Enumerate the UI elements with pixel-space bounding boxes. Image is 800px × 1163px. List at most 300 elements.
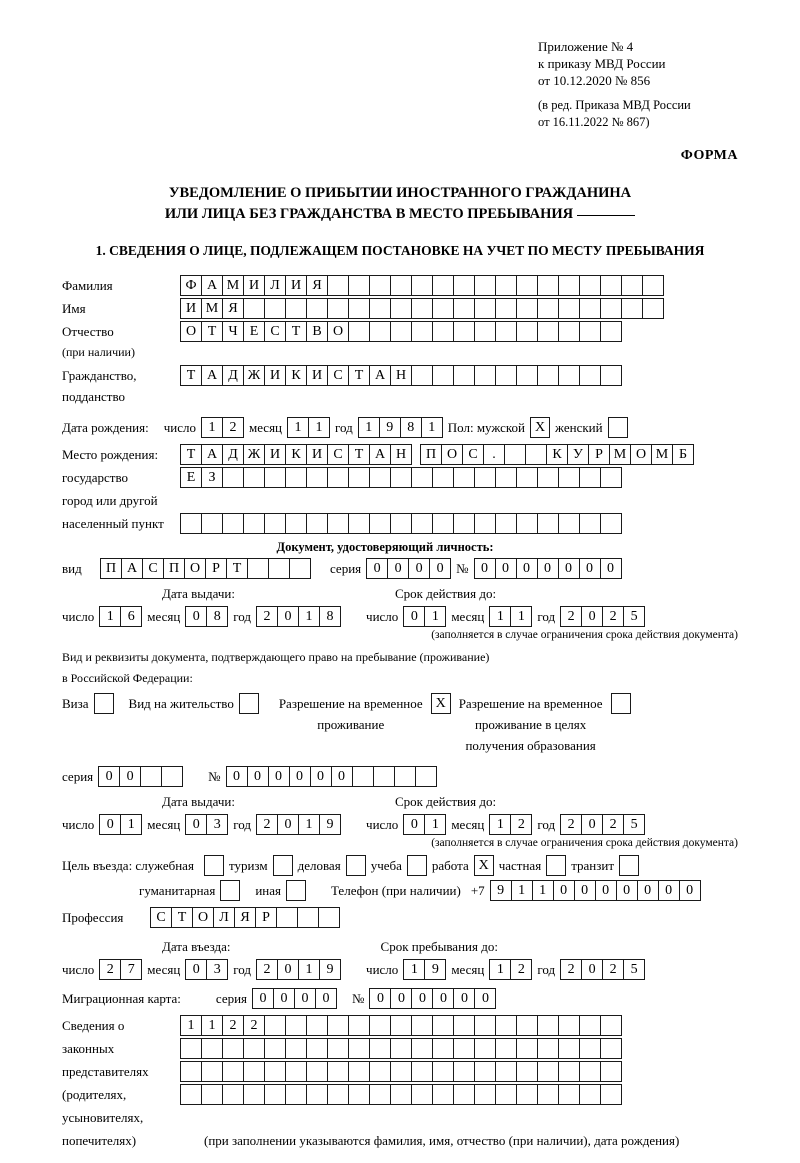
stay-number-boxes[interactable] — [226, 766, 437, 787]
char-box[interactable]: 0 — [429, 558, 451, 579]
char-box[interactable] — [180, 1084, 202, 1105]
doc-number-boxes[interactable] — [474, 558, 622, 579]
char-box[interactable] — [285, 1061, 307, 1082]
char-box[interactable]: 0 — [277, 959, 299, 980]
char-box[interactable] — [327, 298, 349, 319]
char-box[interactable]: С — [327, 444, 349, 465]
char-box[interactable] — [369, 321, 391, 342]
char-box[interactable]: 0 — [574, 880, 596, 901]
char-box[interactable] — [432, 1015, 454, 1036]
char-box[interactable] — [390, 1038, 412, 1059]
char-box[interactable] — [516, 275, 538, 296]
char-box[interactable] — [268, 558, 290, 579]
char-box[interactable]: 0 — [453, 988, 475, 1009]
char-box[interactable]: 1 — [424, 814, 446, 835]
char-box[interactable]: 0 — [408, 558, 430, 579]
doc-valid-month-boxes[interactable] — [489, 606, 532, 627]
char-box[interactable] — [621, 298, 643, 319]
char-box[interactable] — [390, 1015, 412, 1036]
char-box[interactable]: 1 — [424, 606, 446, 627]
char-box[interactable] — [348, 1038, 370, 1059]
char-box[interactable]: 0 — [558, 558, 580, 579]
char-box[interactable]: С — [327, 365, 349, 386]
char-box[interactable] — [306, 1084, 328, 1105]
char-box[interactable] — [140, 766, 162, 787]
char-box[interactable]: 0 — [226, 766, 248, 787]
char-box[interactable]: 0 — [277, 814, 299, 835]
char-box[interactable] — [297, 907, 319, 928]
char-box[interactable] — [306, 1061, 328, 1082]
char-box[interactable]: 0 — [268, 766, 290, 787]
char-box[interactable]: 0 — [474, 558, 496, 579]
char-box[interactable]: 9 — [319, 959, 341, 980]
char-box[interactable] — [474, 1061, 496, 1082]
char-box[interactable] — [318, 907, 340, 928]
char-box[interactable] — [327, 1015, 349, 1036]
char-box[interactable] — [222, 513, 244, 534]
char-box[interactable] — [453, 298, 475, 319]
char-box[interactable]: Т — [180, 444, 202, 465]
char-box[interactable]: Ж — [243, 365, 265, 386]
char-box[interactable] — [432, 1061, 454, 1082]
char-box[interactable] — [432, 513, 454, 534]
char-box[interactable]: 0 — [595, 880, 617, 901]
char-box[interactable]: И — [306, 444, 328, 465]
legal-rep-row-4-boxes[interactable] — [180, 1084, 622, 1105]
char-box[interactable]: 0 — [581, 959, 603, 980]
char-box[interactable] — [247, 558, 269, 579]
char-box[interactable] — [579, 513, 601, 534]
char-box[interactable] — [495, 1015, 517, 1036]
char-box[interactable]: Я — [222, 298, 244, 319]
char-box[interactable]: 2 — [510, 959, 532, 980]
char-box[interactable] — [453, 1038, 475, 1059]
char-box[interactable] — [411, 275, 433, 296]
char-box[interactable]: О — [180, 321, 202, 342]
char-box[interactable]: М — [222, 275, 244, 296]
char-box[interactable] — [180, 513, 202, 534]
char-box[interactable]: 1 — [489, 814, 511, 835]
char-box[interactable] — [558, 1038, 580, 1059]
char-box[interactable]: О — [184, 558, 206, 579]
char-box[interactable]: 0 — [432, 988, 454, 1009]
legal-rep-row-1-boxes[interactable] — [180, 1015, 622, 1036]
profession-boxes[interactable] — [150, 907, 340, 928]
char-box[interactable]: 3 — [206, 959, 228, 980]
char-box[interactable] — [495, 275, 517, 296]
char-box[interactable] — [390, 1084, 412, 1105]
char-box[interactable] — [327, 1084, 349, 1105]
char-box[interactable] — [411, 1038, 433, 1059]
char-box[interactable] — [411, 321, 433, 342]
doc-kind-boxes[interactable] — [100, 558, 311, 579]
char-box[interactable]: 2 — [256, 814, 278, 835]
char-box[interactable] — [495, 467, 517, 488]
char-box[interactable]: 1 — [421, 417, 443, 438]
char-box[interactable] — [600, 1015, 622, 1036]
char-box[interactable]: М — [201, 298, 223, 319]
char-box[interactable] — [369, 513, 391, 534]
stay-issue-year-boxes[interactable] — [256, 814, 341, 835]
char-box[interactable] — [306, 1015, 328, 1036]
char-box[interactable]: 0 — [252, 988, 274, 1009]
char-box[interactable]: 0 — [581, 814, 603, 835]
char-box[interactable] — [558, 1084, 580, 1105]
char-box[interactable]: 0 — [294, 988, 316, 1009]
char-box[interactable]: Д — [222, 444, 244, 465]
char-box[interactable]: А — [369, 444, 391, 465]
char-box[interactable]: Т — [285, 321, 307, 342]
char-box[interactable]: П — [420, 444, 442, 465]
char-box[interactable] — [537, 1084, 559, 1105]
char-box[interactable]: П — [100, 558, 122, 579]
char-box[interactable] — [579, 275, 601, 296]
entry-year-boxes[interactable] — [256, 959, 341, 980]
char-box[interactable] — [432, 467, 454, 488]
char-box[interactable] — [222, 1061, 244, 1082]
char-box[interactable]: 1 — [287, 417, 309, 438]
birth-place-city2-boxes[interactable] — [180, 467, 622, 488]
visa-checkbox[interactable] — [94, 693, 114, 714]
char-box[interactable]: 0 — [600, 558, 622, 579]
char-box[interactable] — [411, 1015, 433, 1036]
char-box[interactable] — [432, 1084, 454, 1105]
char-box[interactable]: 2 — [602, 606, 624, 627]
char-box[interactable] — [537, 1038, 559, 1059]
char-box[interactable] — [369, 467, 391, 488]
char-box[interactable]: С — [142, 558, 164, 579]
char-box[interactable] — [537, 1015, 559, 1036]
char-box[interactable] — [600, 275, 622, 296]
char-box[interactable]: 0 — [637, 880, 659, 901]
stay-until-month-boxes[interactable] — [489, 959, 532, 980]
char-box[interactable]: А — [201, 365, 223, 386]
char-box[interactable]: Д — [222, 365, 244, 386]
char-box[interactable] — [201, 513, 223, 534]
char-box[interactable] — [558, 275, 580, 296]
char-box[interactable]: 0 — [289, 766, 311, 787]
char-box[interactable]: 0 — [516, 558, 538, 579]
char-box[interactable]: . — [483, 444, 505, 465]
char-box[interactable]: 9 — [490, 880, 512, 901]
char-box[interactable] — [264, 1015, 286, 1036]
char-box[interactable] — [390, 321, 412, 342]
char-box[interactable]: 0 — [185, 959, 207, 980]
stay-series-boxes[interactable] — [98, 766, 183, 787]
char-box[interactable]: Т — [180, 365, 202, 386]
char-box[interactable]: 0 — [98, 766, 120, 787]
surname-boxes[interactable] — [180, 275, 664, 296]
stay-until-day-boxes[interactable] — [403, 959, 446, 980]
char-box[interactable]: 5 — [623, 606, 645, 627]
char-box[interactable] — [453, 275, 475, 296]
char-box[interactable] — [525, 444, 547, 465]
char-box[interactable]: О — [441, 444, 463, 465]
birth-month-boxes[interactable] — [287, 417, 330, 438]
char-box[interactable] — [579, 1061, 601, 1082]
char-box[interactable]: 0 — [390, 988, 412, 1009]
char-box[interactable]: 6 — [120, 606, 142, 627]
char-box[interactable] — [411, 298, 433, 319]
char-box[interactable]: 1 — [403, 959, 425, 980]
char-box[interactable] — [285, 513, 307, 534]
char-box[interactable] — [453, 1061, 475, 1082]
char-box[interactable] — [453, 467, 475, 488]
char-box[interactable] — [369, 1038, 391, 1059]
birth-day-boxes[interactable] — [201, 417, 244, 438]
char-box[interactable] — [369, 298, 391, 319]
stay-issue-month-boxes[interactable] — [185, 814, 228, 835]
char-box[interactable] — [453, 321, 475, 342]
char-box[interactable]: 1 — [510, 606, 532, 627]
stay-valid-day-boxes[interactable] — [403, 814, 446, 835]
char-box[interactable]: 2 — [99, 959, 121, 980]
char-box[interactable] — [600, 365, 622, 386]
char-box[interactable] — [432, 275, 454, 296]
char-box[interactable]: Л — [264, 275, 286, 296]
doc-issue-year-boxes[interactable] — [256, 606, 341, 627]
char-box[interactable]: Е — [180, 467, 202, 488]
char-box[interactable]: 1 — [358, 417, 380, 438]
char-box[interactable]: 2 — [602, 814, 624, 835]
char-box[interactable]: Т — [171, 907, 193, 928]
char-box[interactable]: 5 — [623, 814, 645, 835]
mig-series-boxes[interactable] — [252, 988, 337, 1009]
char-box[interactable]: 1 — [99, 606, 121, 627]
char-box[interactable] — [243, 513, 265, 534]
char-box[interactable]: Т — [348, 365, 370, 386]
sex-male-checkbox[interactable]: X — [530, 417, 550, 438]
char-box[interactable] — [289, 558, 311, 579]
purpose-study-checkbox[interactable] — [407, 855, 427, 876]
char-box[interactable] — [285, 1015, 307, 1036]
char-box[interactable] — [558, 1061, 580, 1082]
edu-residence-checkbox[interactable] — [611, 693, 631, 714]
char-box[interactable]: 0 — [411, 988, 433, 1009]
char-box[interactable] — [306, 298, 328, 319]
char-box[interactable] — [432, 365, 454, 386]
char-box[interactable]: У — [567, 444, 589, 465]
char-box[interactable] — [348, 298, 370, 319]
legal-rep-row-3-boxes[interactable] — [180, 1061, 622, 1082]
char-box[interactable]: К — [285, 365, 307, 386]
char-box[interactable] — [579, 298, 601, 319]
stay-until-year-boxes[interactable] — [560, 959, 645, 980]
char-box[interactable] — [474, 467, 496, 488]
char-box[interactable] — [600, 1038, 622, 1059]
char-box[interactable] — [411, 365, 433, 386]
char-box[interactable] — [558, 298, 580, 319]
char-box[interactable] — [348, 1015, 370, 1036]
char-box[interactable]: З — [201, 467, 223, 488]
char-box[interactable]: 0 — [553, 880, 575, 901]
char-box[interactable]: 0 — [315, 988, 337, 1009]
char-box[interactable]: 0 — [310, 766, 332, 787]
char-box[interactable] — [621, 275, 643, 296]
char-box[interactable]: С — [462, 444, 484, 465]
char-box[interactable] — [411, 1084, 433, 1105]
char-box[interactable]: 8 — [319, 606, 341, 627]
char-box[interactable]: 0 — [474, 988, 496, 1009]
char-box[interactable] — [201, 1061, 223, 1082]
char-box[interactable]: 0 — [403, 814, 425, 835]
stay-issue-day-boxes[interactable] — [99, 814, 142, 835]
purpose-service-checkbox[interactable] — [204, 855, 224, 876]
char-box[interactable] — [579, 467, 601, 488]
char-box[interactable] — [348, 513, 370, 534]
char-box[interactable] — [558, 365, 580, 386]
char-box[interactable] — [579, 1038, 601, 1059]
char-box[interactable] — [600, 1061, 622, 1082]
char-box[interactable]: М — [651, 444, 673, 465]
char-box[interactable] — [348, 1084, 370, 1105]
birth-place-city-boxes[interactable] — [420, 444, 694, 465]
char-box[interactable] — [579, 1084, 601, 1105]
char-box[interactable] — [306, 513, 328, 534]
char-box[interactable] — [348, 275, 370, 296]
char-box[interactable]: М — [609, 444, 631, 465]
char-box[interactable] — [600, 513, 622, 534]
char-box[interactable] — [390, 513, 412, 534]
char-box[interactable] — [516, 513, 538, 534]
char-box[interactable]: Б — [672, 444, 694, 465]
char-box[interactable]: 0 — [537, 558, 559, 579]
char-box[interactable]: О — [192, 907, 214, 928]
doc-valid-year-boxes[interactable] — [560, 606, 645, 627]
char-box[interactable]: С — [264, 321, 286, 342]
char-box[interactable] — [222, 467, 244, 488]
char-box[interactable] — [474, 1084, 496, 1105]
char-box[interactable]: Р — [205, 558, 227, 579]
char-box[interactable] — [180, 1038, 202, 1059]
char-box[interactable]: 9 — [424, 959, 446, 980]
char-box[interactable]: 1 — [120, 814, 142, 835]
char-box[interactable]: 1 — [298, 959, 320, 980]
char-box[interactable]: Ж — [243, 444, 265, 465]
char-box[interactable]: 8 — [400, 417, 422, 438]
char-box[interactable] — [285, 298, 307, 319]
char-box[interactable]: 0 — [387, 558, 409, 579]
char-box[interactable]: 0 — [369, 988, 391, 1009]
char-box[interactable] — [558, 513, 580, 534]
char-box[interactable] — [432, 1038, 454, 1059]
char-box[interactable]: 1 — [298, 814, 320, 835]
char-box[interactable]: 0 — [99, 814, 121, 835]
char-box[interactable] — [495, 1038, 517, 1059]
char-box[interactable] — [558, 467, 580, 488]
char-box[interactable] — [495, 298, 517, 319]
char-box[interactable]: Т — [201, 321, 223, 342]
char-box[interactable] — [390, 275, 412, 296]
char-box[interactable] — [453, 1015, 475, 1036]
char-box[interactable]: А — [369, 365, 391, 386]
birth-place-state-boxes[interactable] — [180, 444, 412, 465]
purpose-other-checkbox[interactable] — [286, 880, 306, 901]
char-box[interactable] — [264, 513, 286, 534]
char-box[interactable]: Ч — [222, 321, 244, 342]
char-box[interactable] — [222, 1038, 244, 1059]
char-box[interactable]: 0 — [273, 988, 295, 1009]
char-box[interactable] — [243, 1038, 265, 1059]
char-box[interactable] — [495, 365, 517, 386]
char-box[interactable] — [327, 467, 349, 488]
char-box[interactable]: 8 — [206, 606, 228, 627]
char-box[interactable]: 1 — [180, 1015, 202, 1036]
char-box[interactable]: 1 — [489, 606, 511, 627]
char-box[interactable]: Я — [234, 907, 256, 928]
char-box[interactable]: 2 — [256, 959, 278, 980]
char-box[interactable]: О — [327, 321, 349, 342]
char-box[interactable] — [264, 298, 286, 319]
char-box[interactable]: 0 — [581, 606, 603, 627]
purpose-private-checkbox[interactable] — [546, 855, 566, 876]
char-box[interactable]: 2 — [222, 417, 244, 438]
char-box[interactable]: 0 — [495, 558, 517, 579]
char-box[interactable] — [579, 1015, 601, 1036]
char-box[interactable]: Т — [348, 444, 370, 465]
char-box[interactable] — [600, 298, 622, 319]
char-box[interactable]: Т — [226, 558, 248, 579]
char-box[interactable]: 2 — [243, 1015, 265, 1036]
char-box[interactable] — [264, 1038, 286, 1059]
char-box[interactable] — [600, 1084, 622, 1105]
char-box[interactable] — [285, 1084, 307, 1105]
char-box[interactable]: 3 — [206, 814, 228, 835]
char-box[interactable] — [453, 513, 475, 534]
char-box[interactable] — [201, 1084, 223, 1105]
char-box[interactable]: И — [180, 298, 202, 319]
char-box[interactable] — [600, 321, 622, 342]
char-box[interactable] — [411, 513, 433, 534]
mig-number-boxes[interactable] — [369, 988, 496, 1009]
char-box[interactable] — [516, 298, 538, 319]
char-box[interactable]: 1 — [201, 1015, 223, 1036]
char-box[interactable]: Н — [390, 365, 412, 386]
char-box[interactable] — [285, 467, 307, 488]
char-box[interactable]: 9 — [379, 417, 401, 438]
char-box[interactable] — [161, 766, 183, 787]
char-box[interactable] — [642, 275, 664, 296]
char-box[interactable]: 0 — [366, 558, 388, 579]
residence-permit-checkbox[interactable] — [239, 693, 259, 714]
char-box[interactable] — [516, 1038, 538, 1059]
char-box[interactable] — [243, 1061, 265, 1082]
char-box[interactable]: Я — [306, 275, 328, 296]
char-box[interactable]: 0 — [185, 606, 207, 627]
char-box[interactable] — [579, 321, 601, 342]
char-box[interactable] — [243, 467, 265, 488]
char-box[interactable] — [327, 1061, 349, 1082]
citizenship-boxes[interactable] — [180, 365, 622, 386]
char-box[interactable] — [474, 1015, 496, 1036]
char-box[interactable]: И — [285, 275, 307, 296]
char-box[interactable] — [474, 298, 496, 319]
char-box[interactable]: К — [285, 444, 307, 465]
patronymic-boxes[interactable] — [180, 321, 622, 342]
doc-issue-day-boxes[interactable] — [99, 606, 142, 627]
name-boxes[interactable] — [180, 298, 664, 319]
entry-day-boxes[interactable] — [99, 959, 142, 980]
char-box[interactable]: П — [163, 558, 185, 579]
char-box[interactable] — [516, 1061, 538, 1082]
char-box[interactable] — [516, 321, 538, 342]
char-box[interactable] — [394, 766, 416, 787]
char-box[interactable] — [642, 298, 664, 319]
char-box[interactable] — [415, 766, 437, 787]
char-box[interactable]: 1 — [511, 880, 533, 901]
char-box[interactable] — [453, 365, 475, 386]
char-box[interactable]: В — [306, 321, 328, 342]
